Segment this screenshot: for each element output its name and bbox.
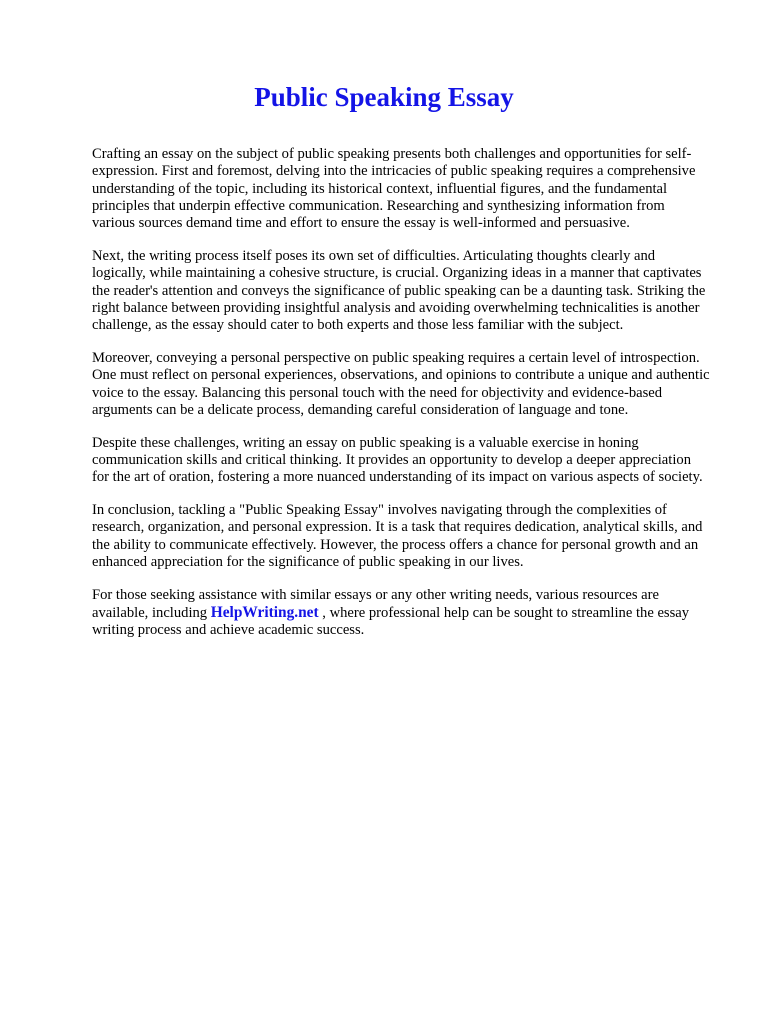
page-title: Public Speaking Essay — [254, 82, 514, 112]
paragraph-5: In conclusion, tackling a "Public Speaking Essay" involves navigating through the complexities of research, organization, and personal expression. It is a task that requires dedication, analytical skills, and the ability to communicate effectively. However, the process offers a chance for personal growth and an enhanced appreciation for the significance of public speaking in our lives. — [92, 502, 703, 570]
paragraph-6-lead: For those seeking assistance with similar essays or any other writing needs, various resources are available, including — [92, 586, 659, 622]
paragraph-6 — [92, 587, 710, 640]
paragraph-1: Crafting an essay on the subject of public speaking presents both challenges and opportunities for self-expression. First and foremost, delving into the intricacies of public speaking requires a comprehensive understanding of the topic, including its historical context, influential figures, and the fundamental principles that underpin effective communication. Researching and synthesizing information from various sources demand time and effort to ensure the essay is well-informed and persuasive. — [92, 146, 696, 232]
paragraph-6-tail: , where professional help can be sought to streamline the essay writing process and achieve academic success. — [92, 605, 690, 639]
paragraph-4: Despite these challenges, writing an essay on public speaking is a valuable exercise in honing communication skills and critical thinking. It provides an opportunity to develop a deeper appreciation for the art of oration, fostering a more nuanced understanding of its impact on various aspects of society. — [92, 434, 703, 486]
helpwriting-link[interactable]: HelpWriting.net — [210, 604, 319, 622]
paragraph-3: Moreover, conveying a personal perspective on public speaking requires a certain level of introspection. One must reflect on personal experiences, observations, and opinions to contribute a unique and authentic voice to the essay. Balancing this personal touch with the need for objectivity and evidence-based arguments can be a delicate process, demanding careful consideration of language and tone. — [92, 349, 710, 418]
paragraph-2: Next, the writing process itself poses its own set of difficulties. Articulating thoughts clearly and logically, while maintaining a cohesive structure, is crucial. Organizing ideas in a manner that captivates the reader's attention and conveys the significance of public speaking can be a daunting task. Striking the right balance between providing insightful analysis and avoiding overwhelming technicalities is another challenge, as the essay should cater to both experts and those less familiar with the subject. — [92, 247, 706, 334]
essay-body — [92, 146, 710, 655]
